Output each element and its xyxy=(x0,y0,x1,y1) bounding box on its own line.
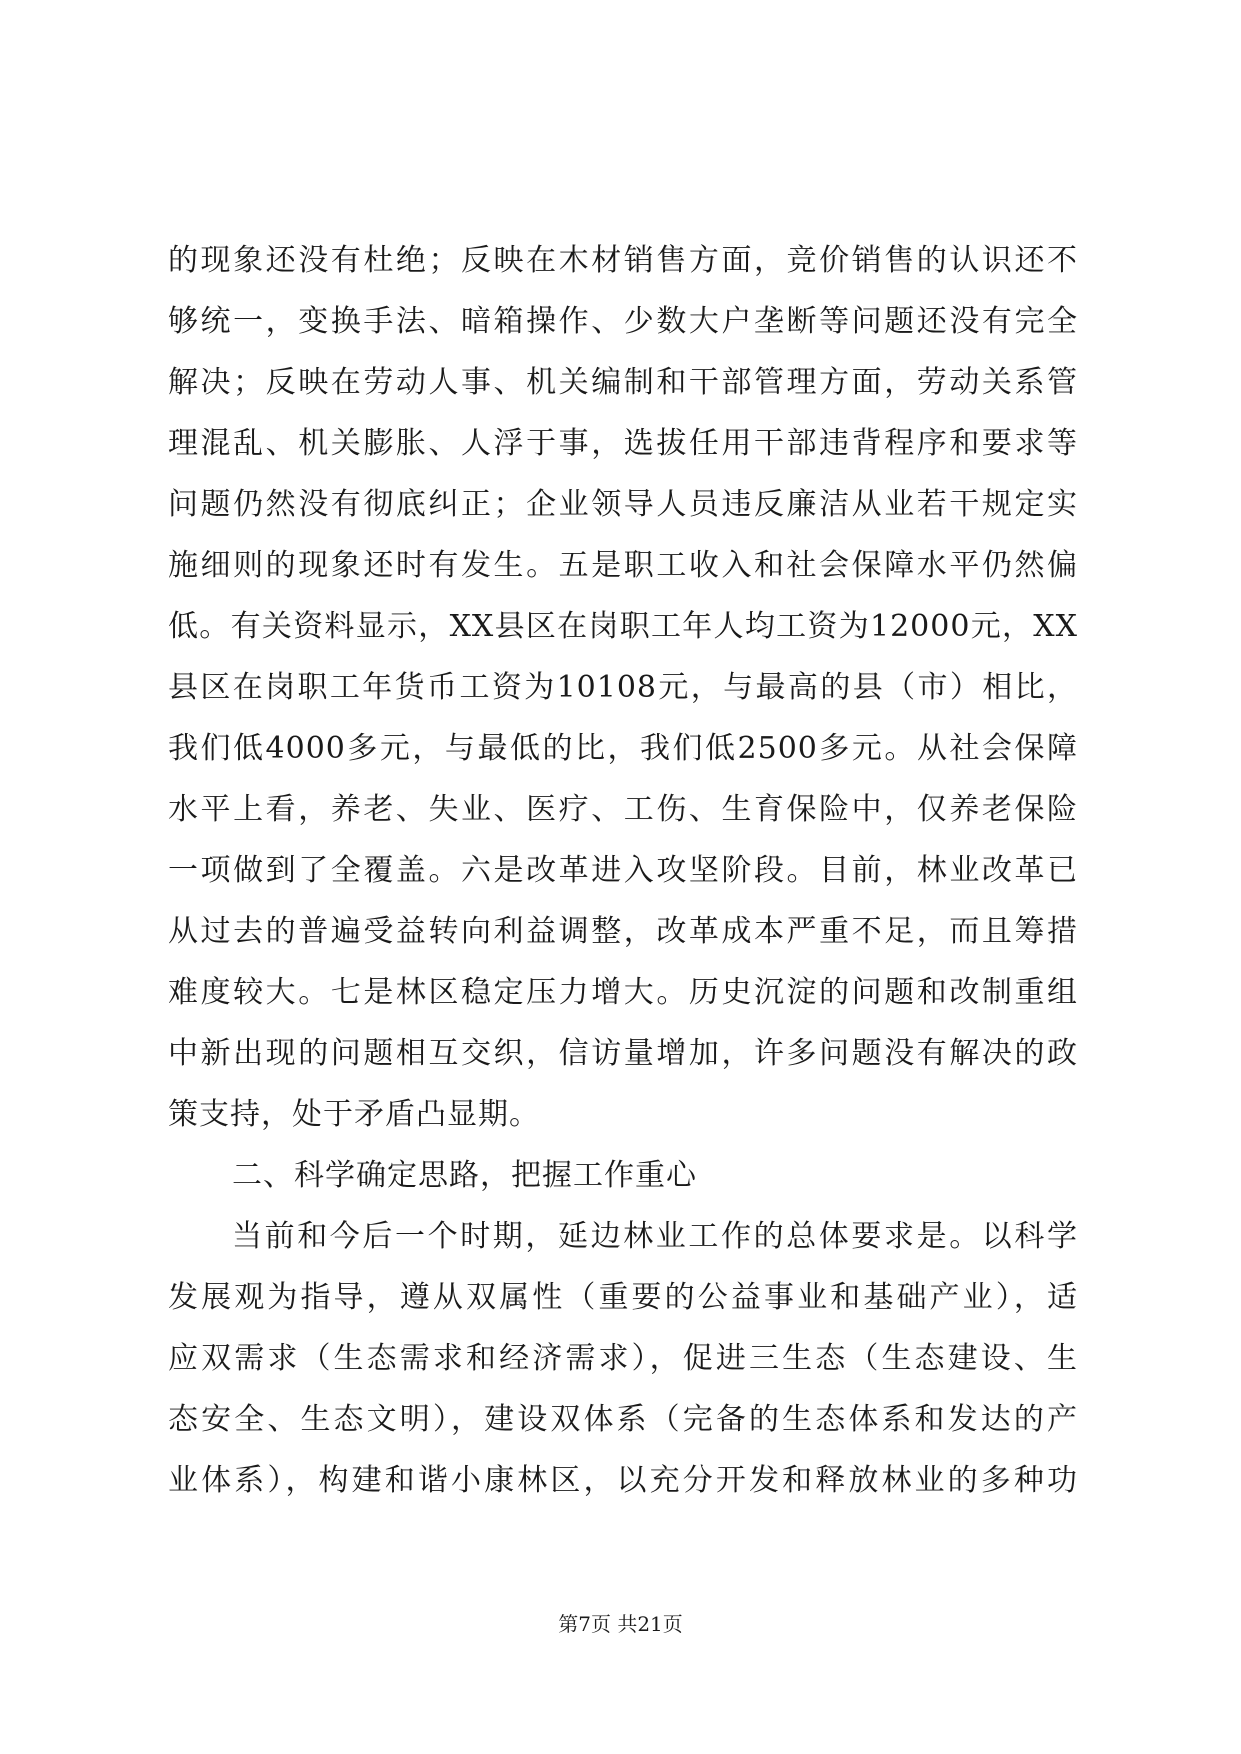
body-line: 解决；反映在劳动人事、机关编制和干部管理方面，劳动关系管 xyxy=(168,365,1078,400)
section-line: 发展观为指导，遵从双属性（重要的公益事业和基础产业），适 xyxy=(168,1280,1078,1315)
section-line: 应双需求（生态需求和经济需求），促进三生态（生态建设、生 xyxy=(168,1341,1078,1376)
body-line: 的现象还没有杜绝；反映在木材销售方面，竞价销售的认识还不 xyxy=(168,243,1078,278)
body-line: 理混乱、机关膨胀、人浮于事，选拔任用干部违背程序和要求等 xyxy=(168,426,1078,461)
page-number-footer: 第7页 共21页 xyxy=(558,1612,683,1636)
body-line: 策支持，处于矛盾凸显期。 xyxy=(168,1097,540,1132)
body-line: 从过去的普遍受益转向利益调整，改革成本严重不足，而且筹措 xyxy=(168,914,1078,949)
body-line: 低。有关资料显示，XX县区在岗职工年人均工资为12000元，XX xyxy=(168,609,1078,644)
body-line: 问题仍然没有彻底纠正；企业领导人员违反廉洁从业若干规定实 xyxy=(168,487,1078,522)
body-line: 施细则的现象还时有发生。五是职工收入和社会保障水平仍然偏 xyxy=(168,548,1078,583)
body-line: 一项做到了全覆盖。六是改革进入攻坚阶段。目前，林业改革已 xyxy=(168,853,1078,888)
body-line: 水平上看，养老、失业、医疗、工伤、生育保险中，仅养老保险 xyxy=(168,792,1078,827)
body-line: 够统一，变换手法、暗箱操作、少数大户垄断等问题还没有完全 xyxy=(168,304,1078,339)
body-line: 县区在岗职工年货币工资为10108元，与最高的县（市）相比， xyxy=(168,670,1078,705)
section-line: 业体系），构建和谐小康林区，以充分开发和释放林业的多种功 xyxy=(168,1463,1078,1498)
document-body xyxy=(168,230,1078,1511)
body-line: 中新出现的问题相互交织，信访量增加，许多问题没有解决的政 xyxy=(168,1036,1078,1071)
section-line: 态安全、生态文明），建设双体系（完备的生态体系和发达的产 xyxy=(168,1402,1078,1437)
section-heading: 二、科学确定思路，把握工作重心 xyxy=(232,1158,697,1193)
section-line: 当前和今后一个时期，延边林业工作的总体要求是。以科学 xyxy=(232,1219,1078,1254)
body-line: 难度较大。七是林区稳定压力增大。历史沉淀的问题和改制重组 xyxy=(168,975,1078,1010)
body-line: 我们低4000多元，与最低的比，我们低2500多元。从社会保障 xyxy=(168,731,1078,766)
